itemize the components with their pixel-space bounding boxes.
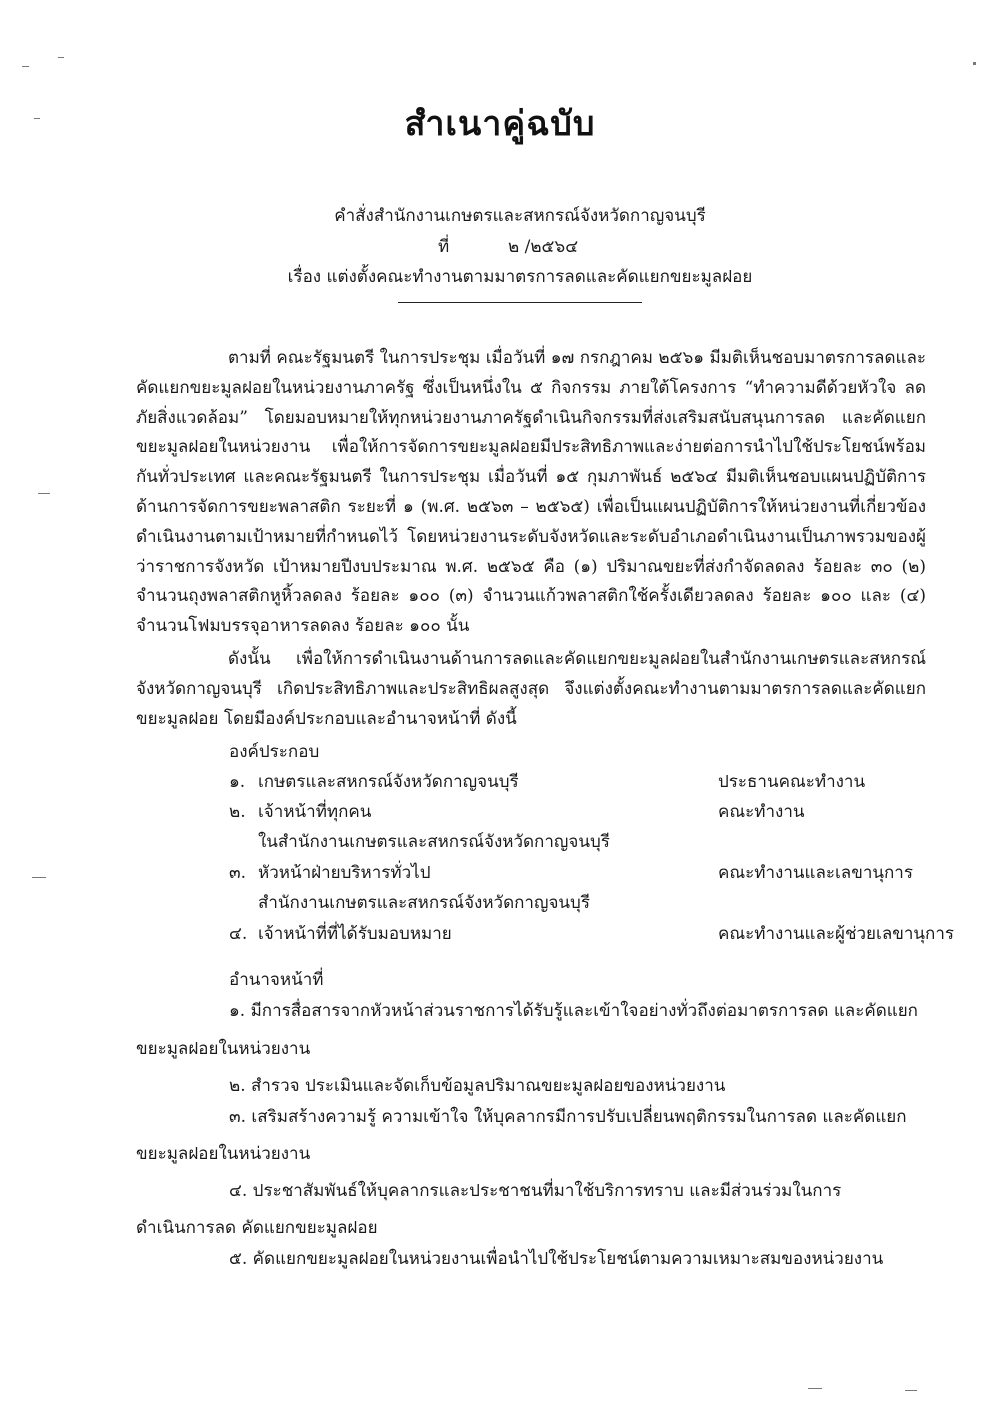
duty-item: ๑. มีการสื่อสารจากหัวหน้าส่วนราชการได้รับรู้และเข้าใจอย่างทั่วถึงต่อมาตรการลด และคัดแยก [229, 1001, 918, 1021]
order-title: คำสั่งสำนักงานเกษตรและสหกรณ์จังหวัดกาญจนบุรี [334, 206, 706, 226]
member-role: ประธานคณะทำงาน [718, 772, 866, 792]
member-number: ๒. [229, 802, 246, 822]
paragraph-background: ตามที่ คณะรัฐมนตรี ในการประชุม เมื่อวันที่ ๑๗ กรกฎาคม ๒๕๖๑ มีมติเห็นชอบมาตรการลดและคัดแยกขยะมูลฝอยในหน่วยงานภาครัฐ ซึ่งเป็นหนึ่งใน ๕ กิจกรรม ภายใต้โครงการ “ทำความดีด้วยหัวใจ ลดภัยสิ่งแวดล้อม” โดยมอบหมายให้ทุกหน่วยงานภาครัฐดำเนินกิจกรรมที่ส่งเสริมสนับสนุนการลด และคัดแยกขยะมูลฝอยในหน่วยงาน เพื่อให้การจัดการขยะมูลฝอยมีประสิทธิภาพและง่ายต่อการนำไปใช้ประโยชน์พร้อมกันทั่วประเทศ และคณะรัฐมนตรี ในการประชุม เมื่อวันที่ ๑๕ กุมภาพันธ์ ๒๕๖๔ มีมติเห็นชอบแผนปฏิบัติการด้านการจัดการขยะพลาสติก ระยะที่ ๑ (พ.ศ. ๒๕๖๓ – ๒๕๖๕) เพื่อเป็นแผนปฏิบัติการให้หน่วยงานที่เกี่ยวข้องดำเนินงานตามเป้าหมายที่กำหนดไว้ โดยหน่วยงานระดับจังหวัดและระดับอำเภอดำเนินงานเป็นภาพรวมของผู้ว่าราชการจังหวัด เป้าหมายปีงบประมาณ พ.ศ. ๒๕๖๕ คือ (๑) ปริมาณขยะที่ส่งกำจัดลดลง ร้อยละ ๓๐ (๒) จำนวนถุงพลาสติกหูหิ้วลดลง ร้อยละ ๑๐๐ (๓) จำนวนแก้วพลาสติกใช้ครั้งเดียวลดลง ร้อยละ ๑๐๐ และ (๔) จำนวนโฟมบรรจุอาหารลดลง ร้อยละ ๑๐๐ นั้น [136, 348, 926, 637]
paragraph-appointment: ดังนั้น เพื่อให้การดำเนินงานด้านการลดและคัดแยกขยะมูลฝอยในสำนักงานเกษตรและสหกรณ์จังหวัดกาญจนบุรี เกิดประสิทธิภาพและประสิทธิผลสูงสุด จึงแต่งตั้งคณะทำงานตามมาตรการลดและคัดแยกขยะมูลฝอย โดยมีองค์ประกอบและอำนาจหน้าที่ ดังนี้ [136, 649, 926, 729]
header-divider [398, 302, 642, 303]
member-name: เกษตรและสหกรณ์จังหวัดกาญจนบุรี [258, 772, 519, 792]
duty-item: ๓. เสริมสร้างความรู้ ความเข้าใจ ให้บุคลากรมีการปรับเปลี่ยนพฤติกรรมในการลด และคัดแยก [229, 1107, 907, 1127]
member-number: ๔. [229, 924, 248, 944]
member-name: เจ้าหน้าที่ที่ได้รับมอบหมาย [258, 924, 452, 944]
order-subject: เรื่อง แต่งตั้งคณะทำงานตามมาตรการลดและคัดแยกขยะมูลฝอย [287, 267, 753, 287]
scan-mark [905, 1390, 917, 1391]
order-number-value: ๒ /๒๕๖๔ [508, 237, 579, 257]
duties-heading: อำนาจหน้าที่ [229, 970, 324, 990]
member-number: ๑. [229, 772, 246, 792]
scan-mark [58, 57, 64, 58]
scan-mark [38, 493, 50, 494]
member-role: คณะทำงาน [718, 802, 805, 822]
scan-mark [973, 62, 976, 65]
scan-mark [808, 1388, 822, 1389]
composition-heading: องค์ประกอบ [229, 742, 320, 762]
copy-stamp: สำเนาคู่ฉบับ [404, 104, 596, 144]
duty-item-continued: ขยะมูลฝอยในหน่วยงาน [136, 1144, 311, 1164]
duty-item: ๔. ประชาสัมพันธ์ให้บุคลากรและประชาชนที่มาใช้บริการทราบ และมีส่วนร่วมในการ [229, 1181, 842, 1201]
duty-item: ๒. สำรวจ ประเมินและจัดเก็บข้อมูลปริมาณขยะมูลฝอยของหน่วยงาน [229, 1076, 726, 1096]
duty-item: ๕. คัดแยกขยะมูลฝอยในหน่วยงานเพื่อนำไปใช้ประโยชน์ตามความเหมาะสมของหน่วยงาน [229, 1249, 884, 1269]
duty-item-continued: ดำเนินการลด คัดแยกขยะมูลฝอย [136, 1218, 378, 1238]
member-role: คณะทำงานและเลขานุการ [718, 863, 913, 883]
member-name-continued: สำนักงานเกษตรและสหกรณ์จังหวัดกาญจนบุรี [258, 893, 590, 913]
member-role: คณะทำงานและผู้ช่วยเลขานุการ [718, 924, 954, 944]
duty-item-continued: ขยะมูลฝอยในหน่วยงาน [136, 1039, 311, 1059]
scan-mark [32, 877, 46, 878]
member-name-continued: ในสำนักงานเกษตรและสหกรณ์จังหวัดกาญจนบุรี [258, 832, 610, 852]
member-name: หัวหน้าฝ่ายบริหารทั่วไป [258, 863, 431, 883]
order-number-label: ที่ [438, 237, 450, 257]
member-name: เจ้าหน้าที่ทุกคน [258, 802, 372, 822]
scan-mark [22, 66, 29, 67]
member-number: ๓. [229, 863, 247, 883]
